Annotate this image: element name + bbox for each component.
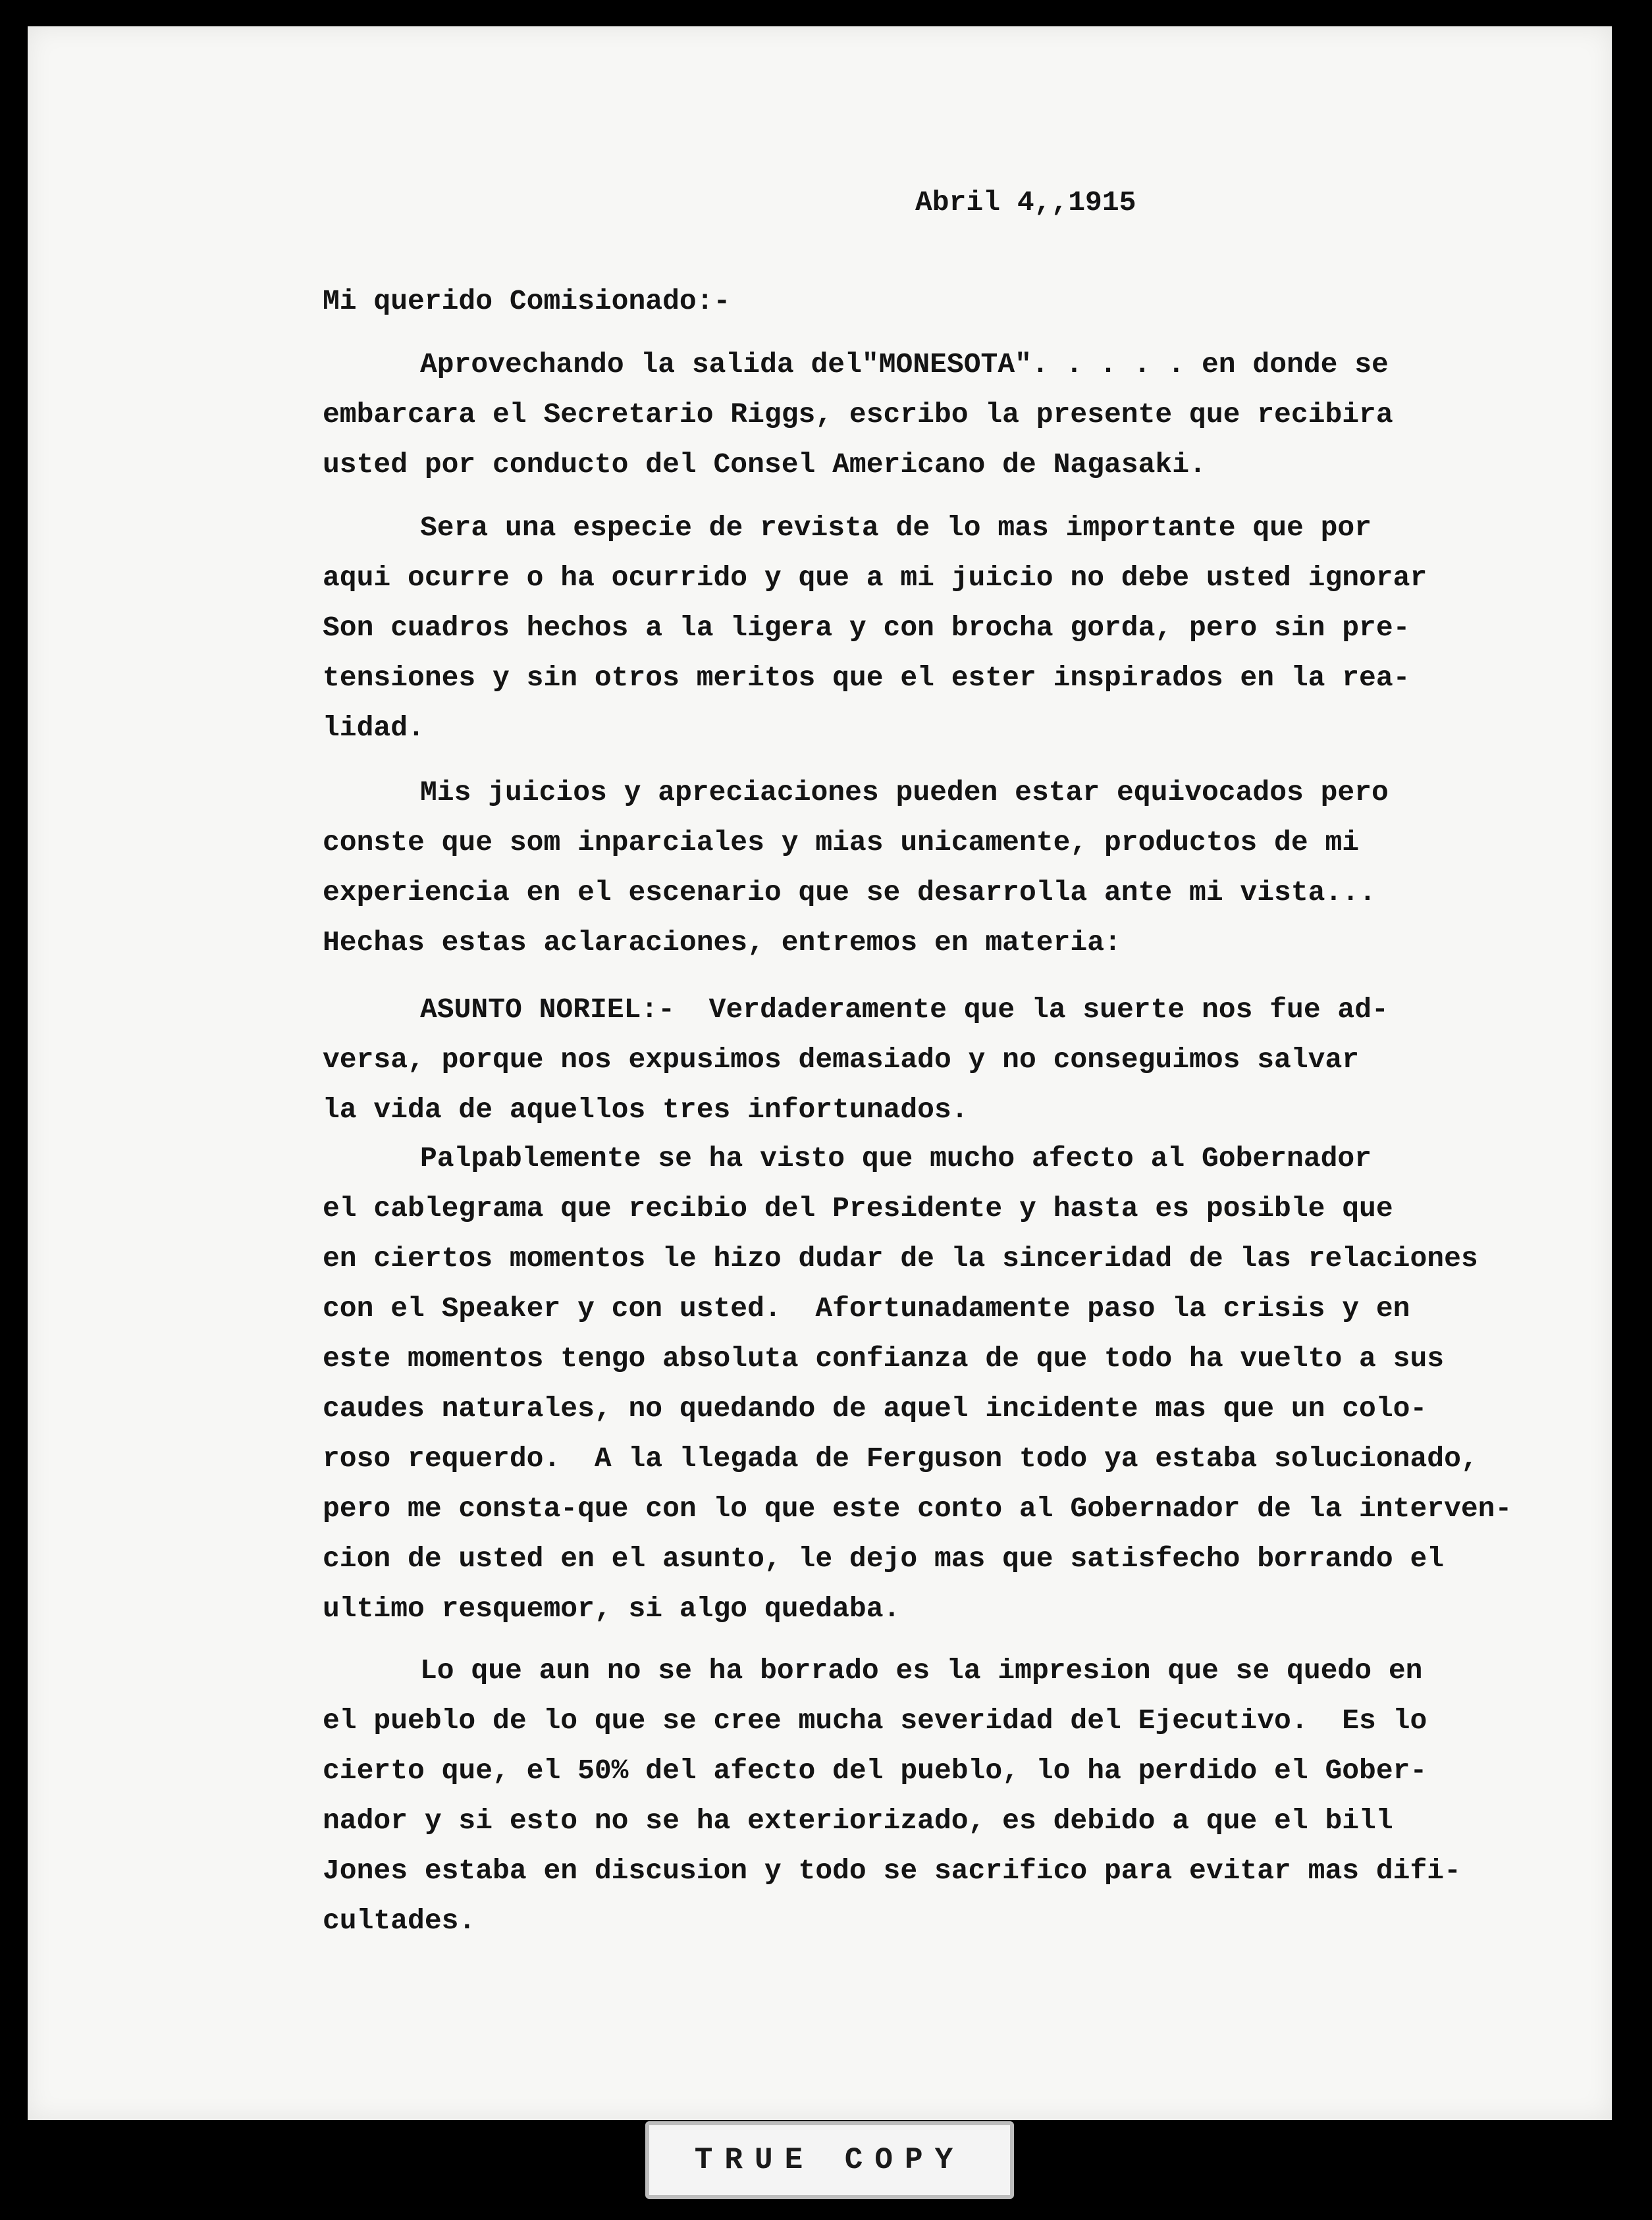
paragraph-line: conste que som inparciales y mias unicamente, productos de mi [323, 826, 1360, 859]
paragraph-line: Hechas estas aclaraciones, entremos en materia: [323, 926, 1121, 959]
paragraph-line: Son cuadros hechos a la ligera y con brocha gorda, pero sin pre- [323, 612, 1410, 644]
paragraph-line: en ciertos momentos le hizo dudar de la sinceridad de las relaciones [323, 1242, 1478, 1275]
true-copy-stamp: TRUE COPY [645, 2121, 1014, 2199]
paragraph-line: nador y si esto no se ha exteriorizado, es debido a que el bill [323, 1805, 1393, 1837]
paragraph-line: Aprovechando la salida del"MONESOTA". . . . . en donde se [420, 348, 1389, 381]
paragraph-line: embarcara el Secretario Riggs, escribo la presente que recibira [323, 398, 1393, 431]
paragraph-line: ultimo resquemor, si algo quedaba. [323, 1593, 901, 1625]
salutation: Mi querido Comisionado:- [323, 285, 731, 317]
letter-date: Abril 4,,1915 [915, 186, 1136, 219]
paragraph-line: usted por conducto del Consel Americano de Nagasaki. [323, 448, 1206, 481]
paragraph-1 [323, 340, 1574, 490]
paragraph-line: Jones estaba en discusion y todo se sacrifico para evitar mas difi- [323, 1855, 1461, 1887]
paragraph-line: cion de usted en el asunto, le dejo mas que satisfecho borrando el [323, 1543, 1445, 1575]
paragraph-line: lidad. [323, 712, 425, 744]
paragraph-line: Lo que aun no se ha borrado es la impresion que se quedo en [420, 1654, 1423, 1687]
paragraph-2 [323, 503, 1574, 753]
paragraph-line: la vida de aquellos tres infortunados. [323, 1094, 969, 1126]
paragraph-line: pero me consta-que con lo que este conto al Gobernador de la interven- [323, 1493, 1512, 1525]
paragraph-line: el cablegrama que recibio del Presidente y hasta es posible que [323, 1192, 1393, 1225]
paragraph-line: cierto que, el 50% del afecto del pueblo, lo ha perdido el Gober- [323, 1755, 1427, 1787]
paragraph-line: aqui ocurre o ha ocurrido y que a mi juicio no debe usted ignorar [323, 562, 1427, 594]
paragraph-line: experiencia en el escenario que se desarrolla ante mi vista... [323, 876, 1376, 909]
paragraph-line: ASUNTO NORIEL:- Verdaderamente que la suerte nos fue ad- [420, 993, 1389, 1026]
paragraph-3 [323, 768, 1574, 968]
paragraph-line: caudes naturales, no quedando de aquel incidente mas que un colo- [323, 1392, 1427, 1425]
paragraph-line: con el Speaker y con usted. Afortunadamente paso la crisis y en [323, 1292, 1410, 1325]
paragraph-6 [323, 1646, 1574, 1946]
paragraph-line: el pueblo de lo que se cree mucha severidad del Ejecutivo. Es lo [323, 1705, 1427, 1737]
paragraph-line: Palpablemente se ha visto que mucho afecto al Gobernador [420, 1142, 1372, 1175]
paragraph-line: Sera una especie de revista de lo mas importante que por [420, 512, 1372, 544]
paragraph-line: cultades. [323, 1905, 476, 1937]
paragraph-line: roso requerdo. A la llegada de Ferguson todo ya estaba solucionado, [323, 1442, 1478, 1475]
paragraph-line: versa, porque nos expusimos demasiado y no conseguimos salvar [323, 1044, 1360, 1076]
document-page [28, 26, 1612, 2120]
paragraph-line: este momentos tengo absoluta confianza de que todo ha vuelto a sus [323, 1342, 1445, 1375]
paragraph-line: tensiones y sin otros meritos que el ester inspirados en la rea- [323, 662, 1410, 694]
paragraph-4 [323, 985, 1574, 1135]
paragraph-line: Mis juicios y apreciaciones pueden estar equivocados pero [420, 776, 1389, 808]
paragraph-5 [323, 1134, 1574, 1634]
